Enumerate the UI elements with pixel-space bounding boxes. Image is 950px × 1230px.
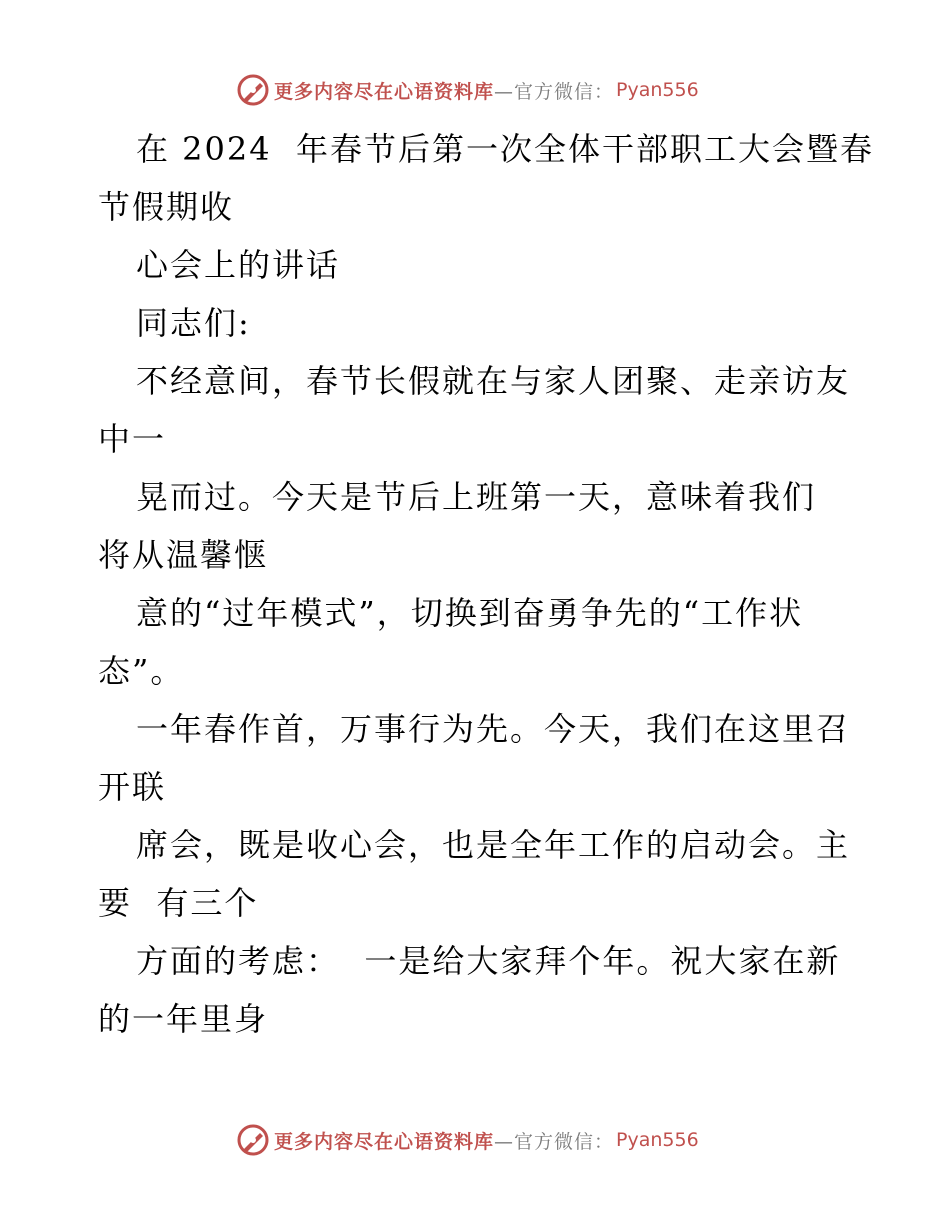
text-line: 节假期收 [98, 188, 235, 226]
text-line: 要 有三个 [98, 884, 259, 922]
text-line: 晃而过。今天是节后上班第一天，意味着我们 [136, 478, 817, 516]
footer-watermark [236, 1122, 699, 1158]
text-line: 一年春作首，万事行为先。今天，我们在这里召 [136, 710, 851, 748]
document-body [98, 120, 874, 1048]
text-line: 在 2024 年春节后第一次全体干部职工大会暨春 [136, 130, 874, 168]
text-line: 席会，既是收心会，也是全年工作的启动会。主 [136, 826, 851, 864]
pen-logo-icon [236, 1123, 270, 1157]
text-line: 开联 [98, 768, 167, 806]
watermark-sub-text: —官方微信： [494, 1130, 615, 1153]
text-line: 将从温馨惬 [98, 536, 269, 574]
pen-logo-icon [236, 73, 270, 107]
header-watermark [236, 72, 699, 108]
text-line: 方面的考虑： 一是给大家拜个年。祝大家在新 [136, 942, 841, 980]
watermark-id-text: Pyan556 [616, 79, 699, 101]
text-line: 心会上的讲话 [136, 246, 341, 284]
text-line: 态”。 [98, 652, 185, 690]
text-line: 的一年里身 [98, 1000, 269, 1038]
watermark-main-text: 更多内容尽在心语资料库 [274, 80, 495, 103]
text-line: 中一 [98, 420, 167, 458]
watermark-main-text: 更多内容尽在心语资料库 [274, 1130, 495, 1153]
watermark-id-text: Pyan556 [616, 1129, 699, 1151]
text-line: 意的“过年模式”，切换到奋勇争先的“工作状 [136, 594, 804, 632]
watermark-sub-text: —官方微信： [494, 80, 615, 103]
text-line: 同志们: [136, 304, 251, 342]
text-line: 不经意间，春节长假就在与家人团聚、走亲访友 [136, 362, 851, 400]
